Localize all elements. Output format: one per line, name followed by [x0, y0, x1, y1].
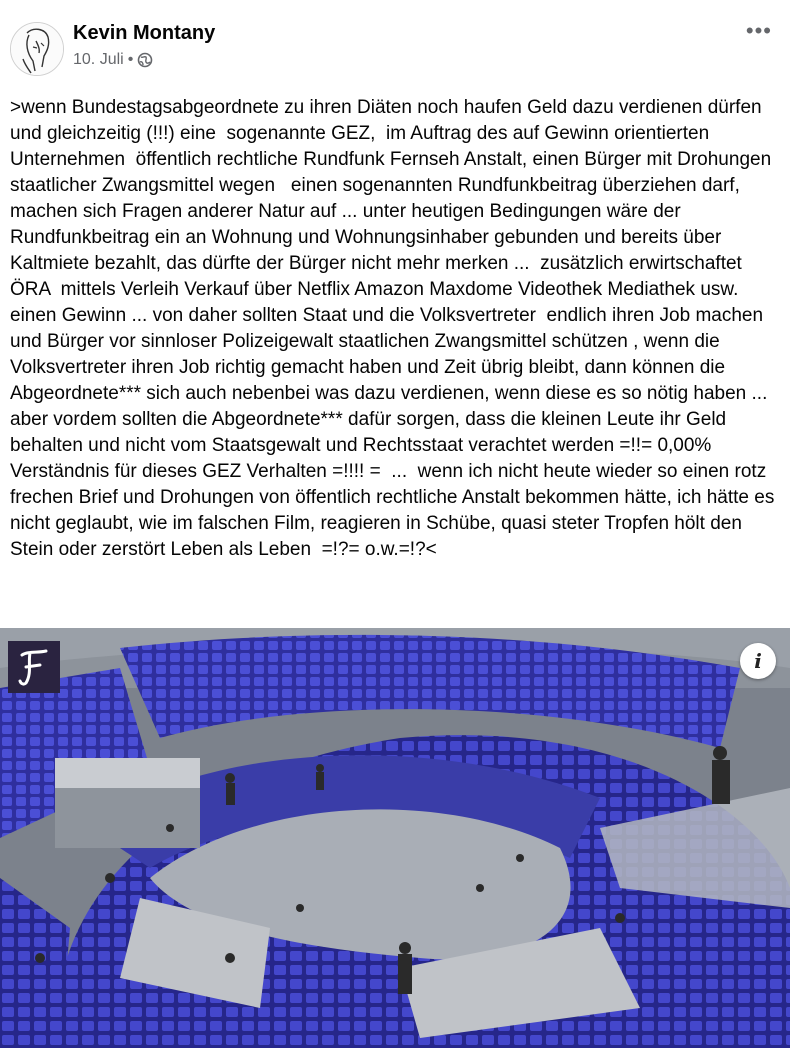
faz-logo	[8, 641, 60, 693]
author-name[interactable]: Kevin Montany	[73, 22, 216, 44]
more-options-button[interactable]: •••	[745, 18, 772, 43]
faz-logo-icon	[8, 641, 60, 693]
meta-separator: •	[127, 51, 134, 68]
globe-icon[interactable]	[137, 52, 153, 68]
post-header	[0, 0, 790, 90]
post-text: >wenn Bundestagsabgeordnete zu ihren Diäten noch haufen Geld dazu verdienen dürfen und gleichzeitig (!!!) eine sogenannte GEZ, im Auftrag des auf Gewinn orientierten Unternehmen öffentlich rechtliche Rundfunk Fernseh Anstalt, einen Bürger mit Drohungen staatlicher Zwangsmittel wegen einen sogenannten Rundfunkbeitrag überziehen darf, machen sich Fragen anderer Natur auf ... unter heutigen Bedingungen wäre der Rundfunkbeitrag ein an Wohnung und Wohnungsinhaber gebunden und bereits über Kaltmiete bezahlt, das dürfte der Bürger nicht mehr merken ... zusätzlich erwirtschaftet ÖRA mittels Verleih Verkauf über Netflix Amazon Maxdome Videothek Mediathek usw. einen Gewinn ... von daher sollten Staat und die Volksvertreter endlich ihren Job machen und Bürger vor sinnloser Polizeigewalt staatlichen Zwangsmittel schützen , wenn die Volksvertreter ihren Job richtig gemacht haben und Zeit übrig bleibt, dann können die Abgeordnete*** sich auch nebenbei was dazu verdienen, wenn diese es so nötig haben ... aber vordem sollten die Abgeordnete*** dafür sorgen, dass die kleinen Leute ihr Geld behalten und nicht vom Staatsgewalt und Rechtsstaat verachtet werden =!!= 0,00% Verständnis für dieses GEZ Verhalten =!!!! = ... wenn ich nicht heute wieder so einen rotz frechen Brief und Drohungen von öffentlich rechtliche Anstalt bekommen hätte, ich hätte es nicht geglaubt, wie im falschen Film, reagieren in Schübe, quasi steter Tropfen hölt den Stein oder zerstört Leben als Leben =!?= o.w.=!?<	[10, 97, 780, 560]
info-button[interactable]: i	[740, 643, 776, 679]
avatar[interactable]	[10, 22, 64, 76]
post-date[interactable]: 10. Juli	[73, 51, 124, 68]
post-photo[interactable]	[0, 628, 790, 1048]
post-meta	[73, 51, 153, 69]
bundestag-photo-illustration	[0, 628, 790, 1048]
avatar-sketch-icon	[11, 23, 63, 75]
